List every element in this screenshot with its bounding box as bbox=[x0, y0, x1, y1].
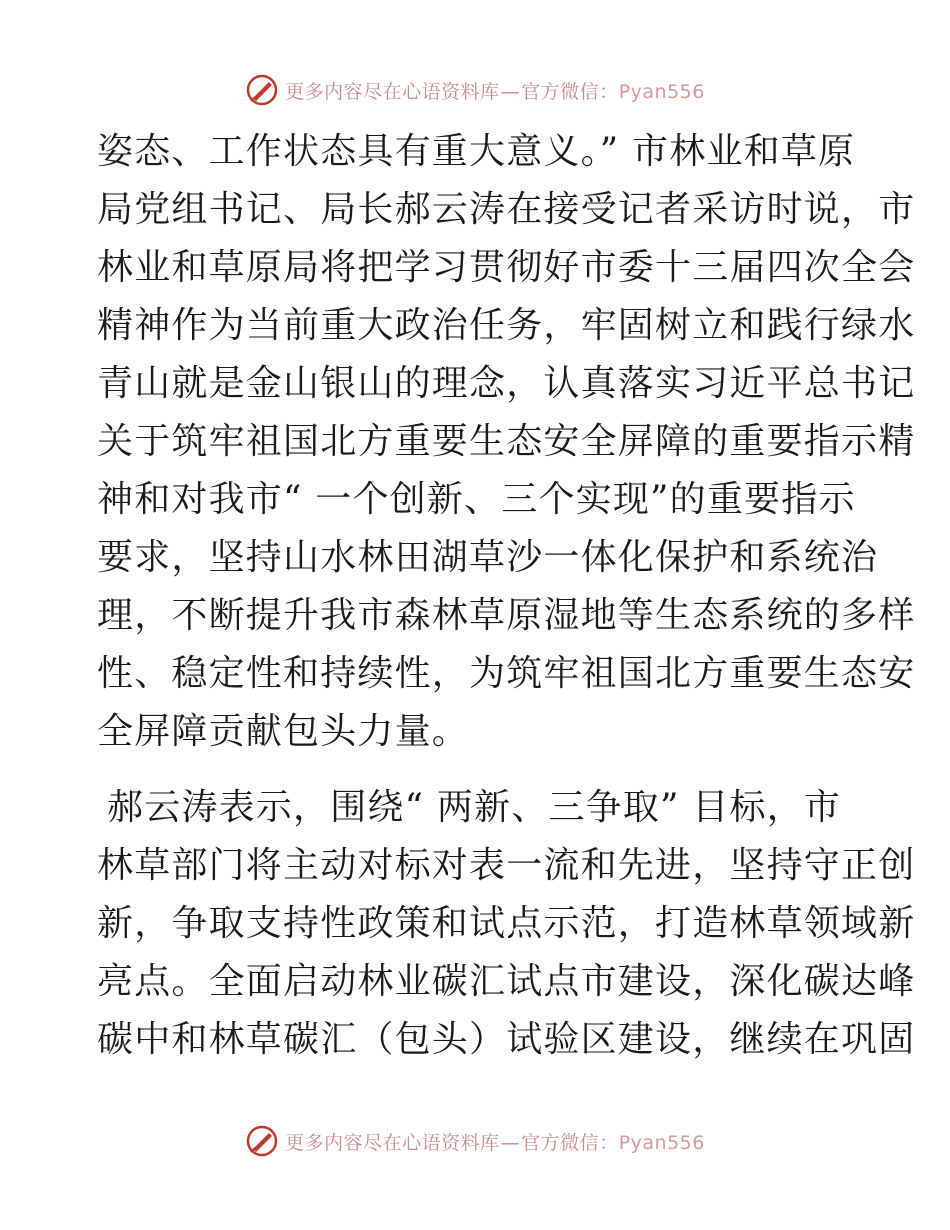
text-line: 林草部门将主动对标对表一流和先进，坚持守正创 bbox=[97, 845, 916, 886]
quill-logo-icon bbox=[245, 73, 279, 107]
document-body bbox=[97, 123, 916, 1069]
text-line: 郝云涛表示，围绕“ 两新、三争取” 目标，市 bbox=[107, 787, 842, 828]
text-line: 精神作为当前重大政治任务，牢固树立和践行绿水 bbox=[97, 305, 916, 346]
text-line: 理，不断提升我市森林草原湿地等生态系统的多样 bbox=[97, 595, 916, 636]
text-line: 碳中和林草碳汇（包头）试验区建设，继续在巩固 bbox=[97, 1019, 916, 1060]
header-watermark bbox=[0, 70, 950, 110]
text-line: 全屏障贡献包头力量。 bbox=[97, 711, 470, 752]
text-line: 要求，坚持山水林田湖草沙一体化保护和系统治 bbox=[97, 537, 879, 578]
text-line: 亮点。全面启动林业碳汇试点市建设，深化碳达峰 bbox=[97, 961, 916, 1002]
text-line: 性、稳定性和持续性，为筑牢祖国北方重要生态安 bbox=[97, 653, 916, 694]
text-line: 姿态、工作状态具有重大意义。” 市林业和草原 bbox=[97, 131, 856, 172]
paragraph-1 bbox=[97, 123, 916, 761]
text-line: 新，争取支持性政策和试点示范，打造林草领域新 bbox=[97, 903, 916, 944]
watermark-text: 更多内容尽在心语资料库—官方微信：Pyan556 bbox=[285, 1131, 705, 1154]
watermark-text: 更多内容尽在心语资料库—官方微信：Pyan556 bbox=[285, 80, 705, 103]
footer-watermark bbox=[0, 1121, 950, 1161]
text-line: 青山就是金山银山的理念，认真落实习近平总书记 bbox=[97, 363, 916, 404]
quill-logo-icon bbox=[245, 1124, 279, 1158]
text-line: 局党组书记、局长郝云涛在接受记者采访时说，市 bbox=[97, 189, 916, 230]
text-line: 关于筑牢祖国北方重要生态安全屏障的重要指示精 bbox=[97, 421, 916, 462]
paragraph-2 bbox=[97, 779, 916, 1069]
text-line: 林业和草原局将把学习贯彻好市委十三届四次全会 bbox=[97, 247, 916, 288]
text-line: 神和对我市“ 一个创新、三个实现”的重要指示 bbox=[97, 479, 856, 520]
